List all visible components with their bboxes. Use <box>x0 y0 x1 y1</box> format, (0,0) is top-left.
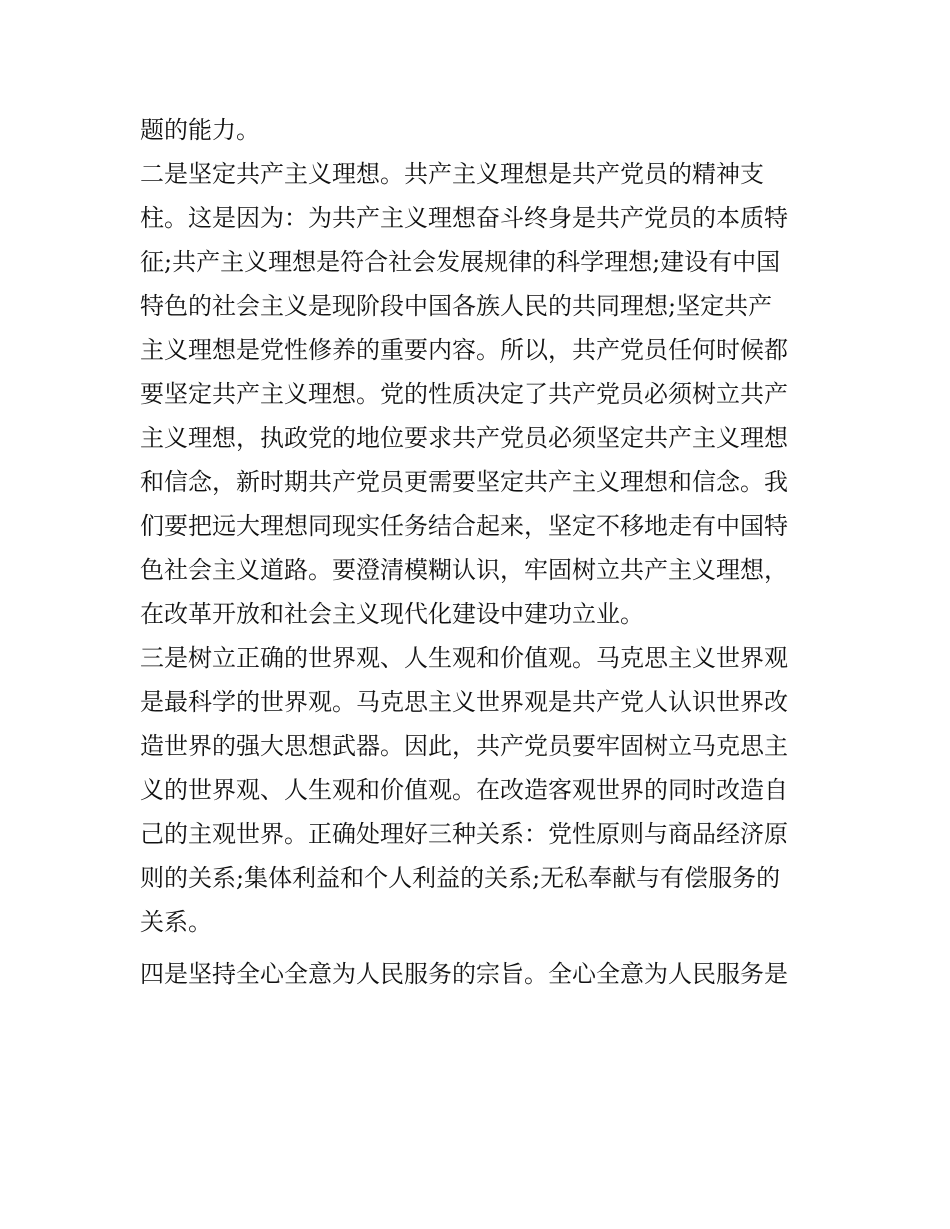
text-line: 主义理想，执政党的地位要求共产党员必须坚定共产主义理想 <box>140 424 788 452</box>
text-line: 在改革开放和社会主义现代化建设中建功立业。 <box>140 600 644 628</box>
text-line: 则的关系;集体利益和个人利益的关系;无私奉献与有偿服务的 <box>140 864 781 892</box>
text-line: 和信念，新时期共产党员更需要坚定共产主义理想和信念。我 <box>140 468 788 496</box>
text-line: 色社会主义道路。要澄清模糊认识，牢固树立共产主义理想， <box>140 556 788 584</box>
text-line: 义的世界观、人生观和价值观。在改造客观世界的同时改造自 <box>140 776 788 804</box>
text-line: 四是坚持全心全意为人民服务的宗旨。全心全意为人民服务是 <box>140 960 788 988</box>
body-text <box>140 108 816 996</box>
text-line: 特色的社会主义是现阶段中国各族人民的共同理想;坚定共产 <box>140 292 773 320</box>
text-line: 三是树立正确的世界观、人生观和价值观。马克思主义世界观 <box>140 644 788 672</box>
text-line: 要坚定共产主义理想。党的性质决定了共产党员必须树立共产 <box>140 380 788 408</box>
text-line: 二是坚定共产主义理想。共产主义理想是共产党员的精神支 <box>140 160 764 188</box>
text-line: 关系。 <box>140 908 212 936</box>
text-line: 题的能力。 <box>140 116 260 144</box>
text-line: 柱。这是因为：为共产主义理想奋斗终身是共产党员的本质特 <box>140 204 788 232</box>
text-line: 是最科学的世界观。马克思主义世界观是共产党人认识世界改 <box>140 688 788 716</box>
text-line: 己的主观世界。正确处理好三种关系：党性原则与商品经济原 <box>140 820 788 848</box>
text-line: 们要把远大理想同现实任务结合起来，坚定不移地走有中国特 <box>140 512 788 540</box>
text-line: 主义理想是党性修养的重要内容。所以，共产党员任何时候都 <box>140 336 788 364</box>
text-line: 征;共产主义理想是符合社会发展规律的科学理想;建设有中国 <box>140 248 781 276</box>
text-line: 造世界的强大思想武器。因此，共产党员要牢固树立马克思主 <box>140 732 788 760</box>
